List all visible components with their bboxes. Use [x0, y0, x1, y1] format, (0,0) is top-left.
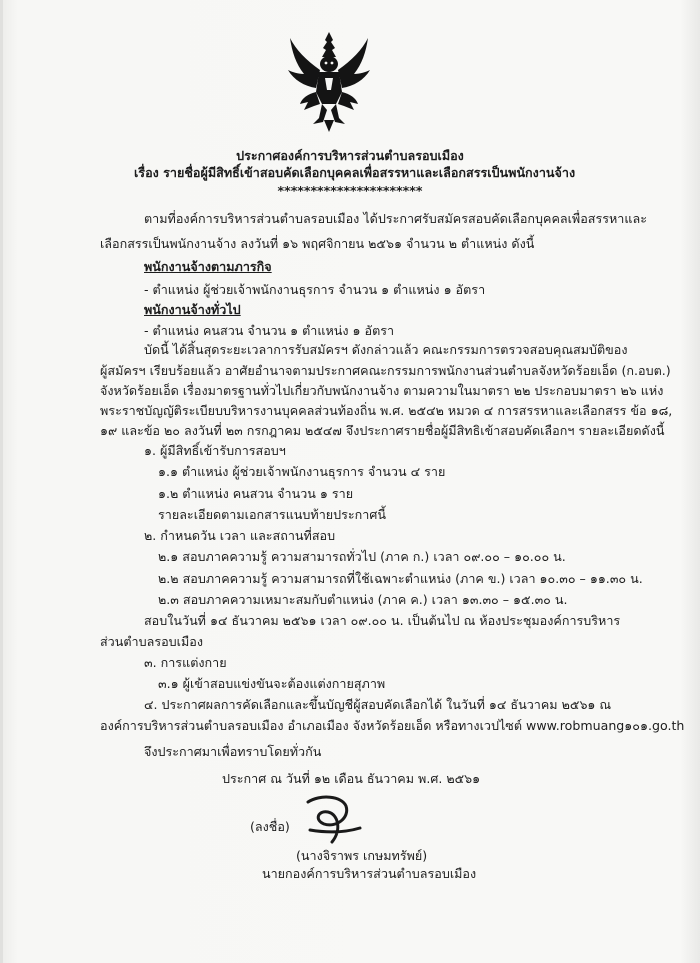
separator-stars: ********************** — [277, 183, 423, 198]
item-4-line-2: องค์การบริหารส่วนตำบลรอบเมือง อำเภอเมือง จังหวัดร้อยเอ็ด หรือทางเวปไซต์ www.robmuang๑๐๑.go.th — [100, 718, 685, 733]
exam-date-line-1: สอบในวันที่ ๑๔ ธันวาคม ๒๕๖๑ เวลา ๐๙.๐๐ น. เป็นต้นไป ณ ห้องประชุมองค์การบริหาร — [144, 613, 621, 628]
item-1-1: ๑.๑ ตำแหน่ง ผู้ช่วยเจ้าพนักงานธุรการ จำนวน ๔ ราย — [158, 464, 446, 479]
signer-title: นายกองค์การบริหารส่วนตำบลรอบเมือง — [262, 866, 477, 881]
item-1-eligible: ๑. ผู้มีสิทธิ์เข้ารับการสอบฯ — [144, 443, 286, 458]
item-1-note: รายละเอียดตามเอกสารแนบท้ายประกาศนี้ — [158, 507, 386, 522]
section-heading-general-staff: พนักงานจ้างทั่วไป — [144, 302, 241, 317]
item-4-line-1: ๔. ประกาศผลการคัดเลือกและขึ้นบัญชีผู้สอบคัดเลือกได้ ในวันที่ ๑๔ ธันวาคม ๒๕๖๑ ณ — [144, 697, 612, 712]
item-2-2: ๒.๒ สอบภาคความรู้ ความสามารถที่ใช้เฉพาะตำแหน่ง (ภาค ข.) เวลา ๑๐.๓๐ – ๑๑.๓๐ น. — [158, 571, 643, 586]
handwritten-signature — [302, 790, 364, 846]
left-page-edge — [0, 0, 3, 963]
item-3-1: ๓.๑ ผู้เข้าสอบแข่งขันจะต้องแต่งกายสุภาพ — [158, 676, 386, 691]
paragraph-line-4: พระราชบัญญัติระเบียบบริหารงานบุคคลส่วนท้องถิ่น พ.ศ. ๒๕๔๒ หมวด ๔ การสรรหาและเลือกสรร ข้อ ๑๘, — [100, 403, 673, 418]
announcement-date: ประกาศ ณ วันที่ ๑๒ เดือน ธันวาคม พ.ศ. ๒๕๖๑ — [222, 771, 481, 786]
item-1-2: ๑.๒ ตำแหน่ง คนสวน จำนวน ๑ ราย — [158, 486, 354, 501]
announcement-title: ประกาศองค์การบริหารส่วนตำบลรอบเมือง — [236, 148, 464, 163]
section-heading-mission-staff: พนักงานจ้างตามภารกิจ — [144, 259, 272, 274]
garuda-emblem-icon — [286, 30, 372, 134]
signature-label: (ลงชื่อ) — [250, 819, 290, 834]
item-2-schedule: ๒. กำหนดวัน เวลา และสถานที่สอบ — [144, 528, 336, 543]
paragraph-line-1: บัดนี้ ได้สิ้นสุดระยะเวลาการรับสมัครฯ ดังกล่าวแล้ว คณะกรรมการตรวจสอบคุณสมบัติของ — [144, 342, 628, 357]
intro-line-2: เลือกสรรเป็นพนักงานจ้าง ลงวันที่ ๑๖ พฤศจิกายน ๒๕๖๑ จำนวน ๒ ตำแหน่ง ดังนี้ — [100, 236, 535, 251]
intro-line-1: ตามที่องค์การบริหารส่วนตำบลรอบเมือง ได้ประกาศรับสมัครสอบคัดเลือกบุคคลเพื่อสรรหาและ — [144, 211, 647, 226]
exam-date-line-2: ส่วนตำบลรอบเมือง — [100, 634, 203, 649]
position-clerk-assistant: - ตำแหน่ง ผู้ช่วยเจ้าพนักงานธุรการ จำนวน ๑ ตำแหน่ง ๑ อัตรา — [144, 282, 486, 297]
paragraph-line-5: ๑๙ และข้อ ๒๐ ลงวันที่ ๒๓ กรกฎาคม ๒๕๔๗ จึงประกาศรายชื่อผู้มีสิทธิเข้าสอบคัดเลือกฯ รายละเอียดดังนี้ — [100, 423, 665, 438]
signer-name: (นางจิราพร เกษมทรัพย์) — [296, 848, 428, 863]
item-3-dress: ๓. การแต่งกาย — [144, 655, 227, 670]
paragraph-line-2: ผู้สมัครฯ เรียบร้อยแล้ว อาศัยอำนาจตามประกาศคณะกรรมการพนักงานส่วนตำบลจังหวัดร้อยเอ็ด (ก.อบต.) — [100, 363, 671, 378]
position-gardener: - ตำแหน่ง คนสวน จำนวน ๑ ตำแหน่ง ๑ อัตรา — [144, 323, 395, 338]
subject-line: เรื่อง รายชื่อผู้มีสิทธิ์เข้าสอบคัดเลือกบุคคลเพื่อสรรหาและเลือกสรรเป็นพนักงานจ้าง — [134, 165, 576, 180]
item-2-1: ๒.๑ สอบภาคความรู้ ความสามารถทั่วไป (ภาค ก.) เวลา ๐๙.๐๐ – ๑๐.๐๐ น. — [158, 549, 566, 564]
item-2-3: ๒.๓ สอบภาคความเหมาะสมกับตำแหน่ง (ภาค ค.) เวลา ๑๓.๓๐ – ๑๕.๓๐ น. — [158, 592, 568, 607]
closing-line: จึงประกาศมาเพื่อทราบโดยทั่วกัน — [144, 744, 322, 759]
paragraph-line-3: จังหวัดร้อยเอ็ด เรื่องมาตรฐานทั่วไปเกี่ยวกับพนักงานจ้าง ตามความในมาตรา ๒๒ ประกอบมาตรา ๒๖ แห่ง — [100, 383, 664, 398]
